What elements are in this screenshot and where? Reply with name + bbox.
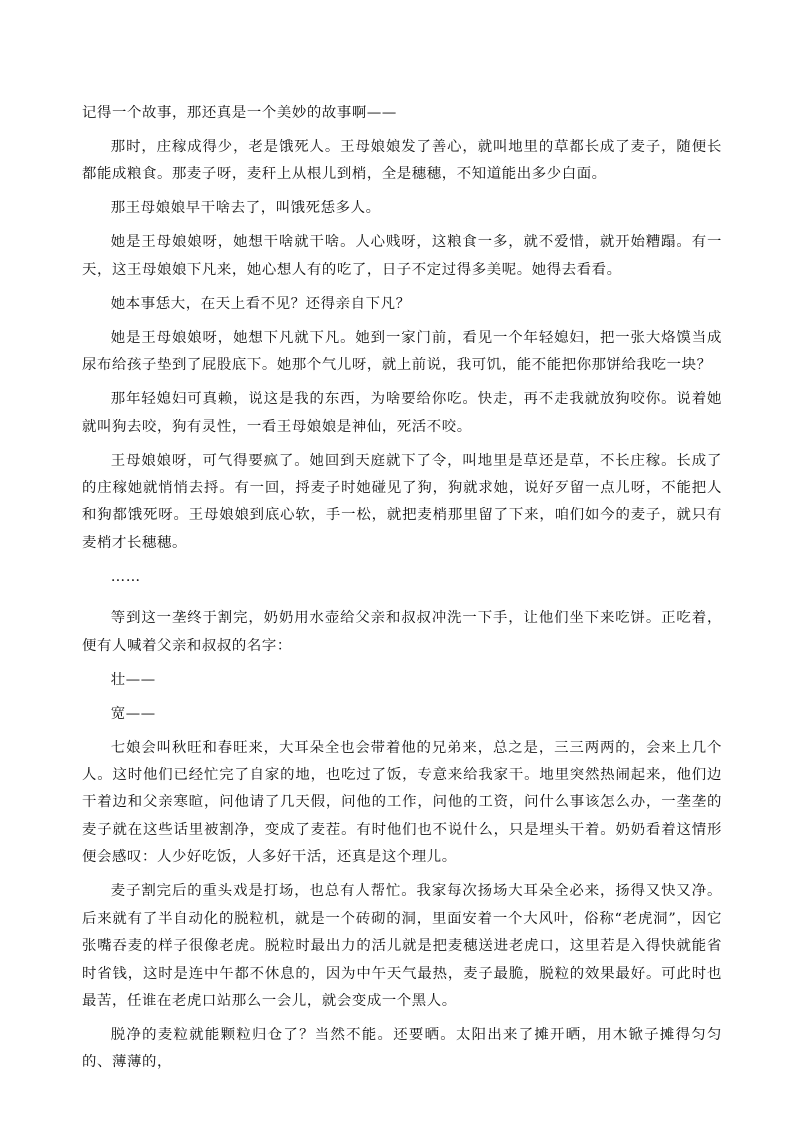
paragraph: 脱净的麦粒就能颗粒归仓了？当然不能。还要晒。太阳出来了摊开晒，用木锨子摊得匀匀的、薄薄的， — [82, 1026, 722, 1071]
paragraph: 宽—— — [110, 705, 156, 722]
paragraph: 那年轻媳妇可真赖，说这是我的东西，为啥要给你吃。快走，再不走我就放狗咬你。说着她就叫狗去咬，狗有灵性，一看王母娘娘是神仙，死活不咬。 — [82, 391, 722, 435]
paragraph: 麦子割完后的重头戏是打场，也总有人帮忙。我家每次扬场大耳朵全必来，扬得又快又净。后来就有了半自动化的脱粒机，就是一个砖砌的洞，里面安着一个大风叶，俗称“老虎洞”，因它张嘴吞麦的样子很像老虎。脱粒时最出力的活儿就是把麦穗送进老虎口，这里若是入得快就能省时省钱，这时是连中午都不休息的，因为中午天气最热，麦子最脆，脱粒的效果最好。可此时也最苦，任谁在老虎口站那么一会儿，就会变成一个黑人。 — [82, 883, 722, 1009]
paragraph: 记得一个故事，那还真是一个美妙的故事啊—— — [82, 105, 397, 121]
article-body — [82, 100, 722, 1083]
paragraph: 壮—— — [110, 671, 156, 688]
paragraph: 等到这一垄终于割完，奶奶用水壶给父亲和叔叔冲洗一下手，让他们坐下来吃饼。正吃着，便有人喊着父亲和叔叔的名字： — [82, 610, 722, 654]
paragraph: 她是王母娘娘呀，她想干啥就干啥。人心贱呀，这粮食一多，就不爱惜，就开始糟蹋。有一天，这王母娘娘下凡来，她心想人有的吃了，日子不定过得多美呢。她得去看看。 — [82, 234, 722, 278]
paragraph: 她本事恁大，在天上看不见？还得亲自下凡？ — [110, 295, 411, 312]
ellipsis-separator: …… — [110, 568, 141, 585]
paragraph: 她是王母娘娘呀，她想下凡就下凡。她到一家门前，看见一个年轻媳妇，把一张大烙馍当成尿布给孩子垫到了屁股底下。她那个气儿呀，就上前说，我可饥，能不能把你那饼给我吃一块？ — [82, 329, 722, 374]
paragraph: 王母娘娘呀，可气得要疯了。她回到天庭就下了令，叫地里是草还是草，不长庄稼。长成了的庄稼她就悄悄去捋。有一回，捋麦子时她碰见了狗，狗就求她，说好歹留一点儿呀，不能把人和狗都饿死呀。王母娘娘到底心软，手一松，就把麦梢那里留了下来，咱们如今的麦子，就只有麦梢才长穗穗。 — [82, 452, 722, 551]
paragraph: 那时，庄稼成得少，老是饿死人。王母娘娘发了善心，就叫地里的草都长成了麦子，随便长都能成粮食。那麦子呀，麦秆上从根儿到梢，全是穗穗，不知道能出多少白面。 — [82, 139, 722, 183]
paragraph: 那王母娘娘早干啥去了，叫饿死恁多人。 — [110, 200, 381, 217]
paragraph: 七娘会叫秋旺和春旺来，大耳朵全也会带着他的兄弟来，总之是，三三两两的，会来上几个人。这时他们已经忙完了自家的地，也吃过了饭，专意来给我家干。地里突然热闹起来，他们边干着边和父亲寒暄，问他请了几天假，问他的工作，问他的工资，问什么事该怎么办，一垄垄的麦子就在这些话里被割净，变成了麦茬。有时他们也不说什么，只是埋头干着。奶奶看着这情形便会感叹：人少好吃饭，人多好干活，还真是这个理儿。 — [82, 739, 722, 866]
